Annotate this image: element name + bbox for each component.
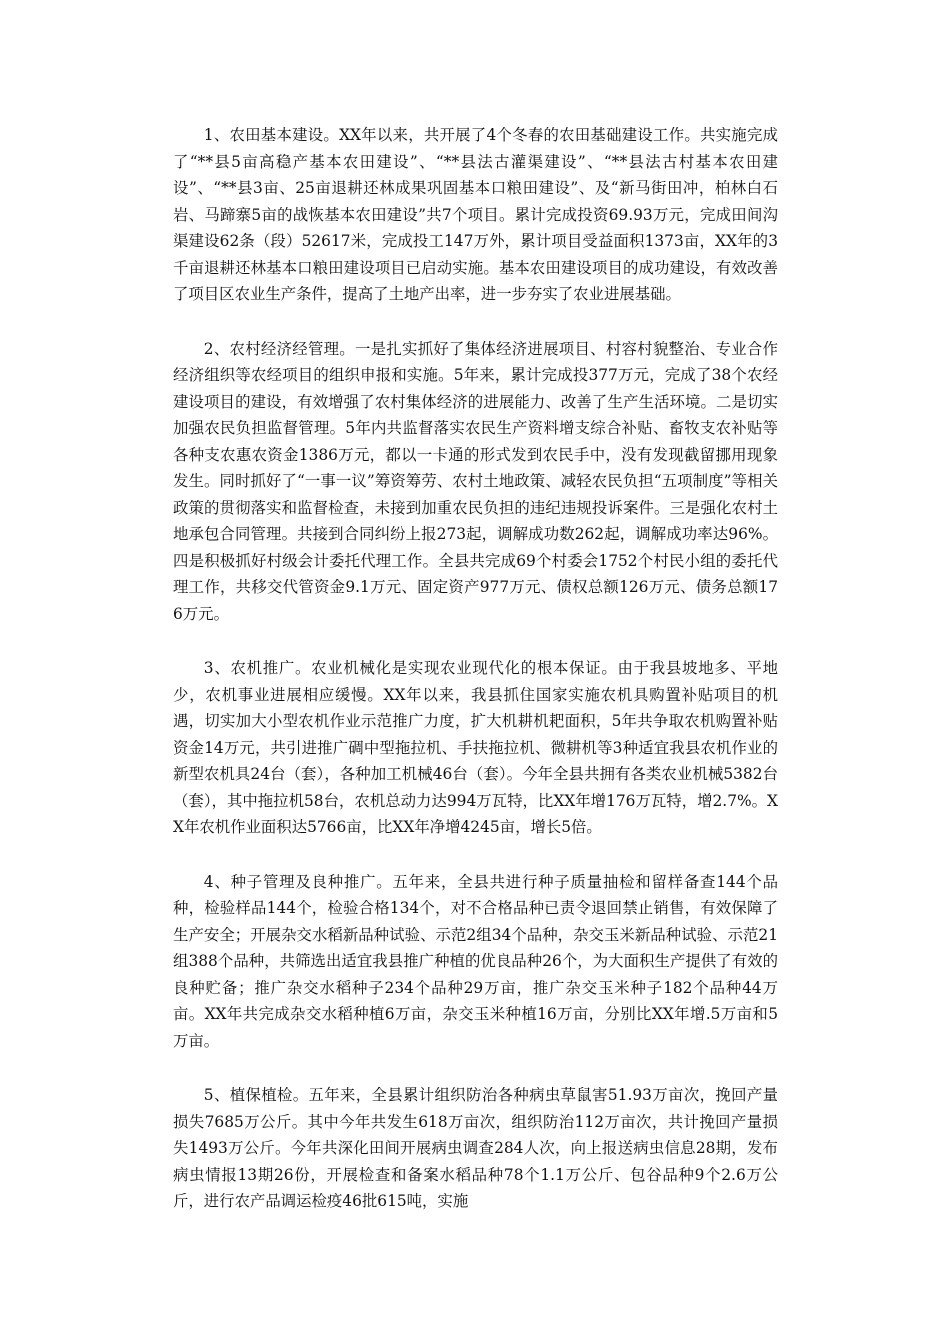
paragraph-farmland-construction: 1、农田基本建设。XX年以来，共开展了4个冬春的农田基础建设工作。共实施完成了“**县5亩高稳产基本农田建设”、“**县法古灌渠建设”、“**县法古村基本农田建设”、“**县3亩、25亩退耕还林成果巩固基本口粮田建设”、及“新马街田冲，柏林白石岩、马蹄寨5亩的战恢基本农田建设”共7个项目。累计完成投资69.93万元，完成田间沟渠建设62条（段）52617米，完成投工147万外，累计项目受益面积1373亩，XX年的3千亩退耕还林基本口粮田建设项目已启动实施。基本农田建设项目的成功建设，有效改善了项目区农业生产条件，提高了土地产出率，进一步夯实了农业进展基础。 <box>173 126 778 303</box>
paragraph-plant-protection: 5、植保植检。五年来，全县累计组织防治各种病虫草鼠害51.93万亩次，挽回产量损失7685万公斤。其中今年共发生618万亩次，组织防治112万亩次，共计挽回产量损失1493万公斤。今年共深化田间开展病虫调查284人次，向上报送病虫信息28期，发布病虫情报13期26份，开展检查和备案水稻品种78个1.1万公斤、包谷品种9个2.6万公斤，进行农产品调运检疫46批615吨，实施 <box>173 1086 778 1210</box>
paragraph-seed-management: 4、种子管理及良种推广。五年来，全县共进行种子质量抽检和留样备查144个品种，检验样品144个，检验合格134个，对不合格品种已责令退回禁止销售，有效保障了生产安全；开展杂交水稻新品种试验、示范2组34个品种，杂交玉米新品种试验、示范21组388个品种，共筛选出适宜我县推广种植的优良品种26个，为大面积生产提供了有效的良种贮备；推广杂交水稻种子234个品种29万亩，推广杂交玉米种子182个品种44万亩。XX年共完成杂交水稻种植6万亩，杂交玉米种植16万亩，分别比XX年增.5万亩和5万亩。 <box>173 872 778 1050</box>
document-body <box>173 122 778 1215</box>
paragraph-rural-economy: 2、农村经济经管理。一是扎实抓好了集体经济进展项目、村容村貌整治、专业合作经济组织等农经项目的组织申报和实施。5年来，累计完成投377万元，完成了38个农经建设项目的建设，有效增强了农村集体经济的进展能力、改善了生产生活环境。二是切实加强农民负担监督管理。5年内共监督落实农民生产资料增支综合补贴、畜牧支农补贴等各种支农惠农资金1386万元，都以一卡通的形式发到农民手中，没有发现截留挪用现象发生。同时抓好了“一事一议”筹资筹劳、农村土地政策、减轻农民负担“五项制度”等相关政策的贯彻落实和监督检查，未接到加重农民负担的违纪违规投诉案件。三是强化农村土地承包合同管理。共接到合同纠纷上报273起，调解成功数262起，调解成功率达96%。四是积极抓好村级会计委托代理工作。全县共完成69个村委会1752个村民小组的委托代理工作，共移交代管资金9.1万元、固定资产977万元、债权总额126万元、债务总额176万元。 <box>173 339 778 623</box>
paragraph-agri-machinery: 3、农机推广。农业机械化是实现农业现代化的根本保证。由于我县坡地多、平地少，农机事业进展相应缓慢。XX年以来，我县抓住国家实施农机具购置补贴项目的机遇，切实加大小型农机作业示范推广力度，扩大机耕机耙面积，5年共争取农机购置补贴资金14万元，共引进推广碉中型拖拉机、手扶拖拉机、微耕机等3种适宜我县农机作业的新型农机具24台（套），各种加工机械46台（套）。今年全县共拥有各类农业机械5382台（套），其中拖拉机58台，农机总动力达994万瓦特，比XX年增176万瓦特，增2.7%。XX年农机作业面积达5766亩，比XX年净增4245亩，增长5倍。 <box>173 659 778 836</box>
